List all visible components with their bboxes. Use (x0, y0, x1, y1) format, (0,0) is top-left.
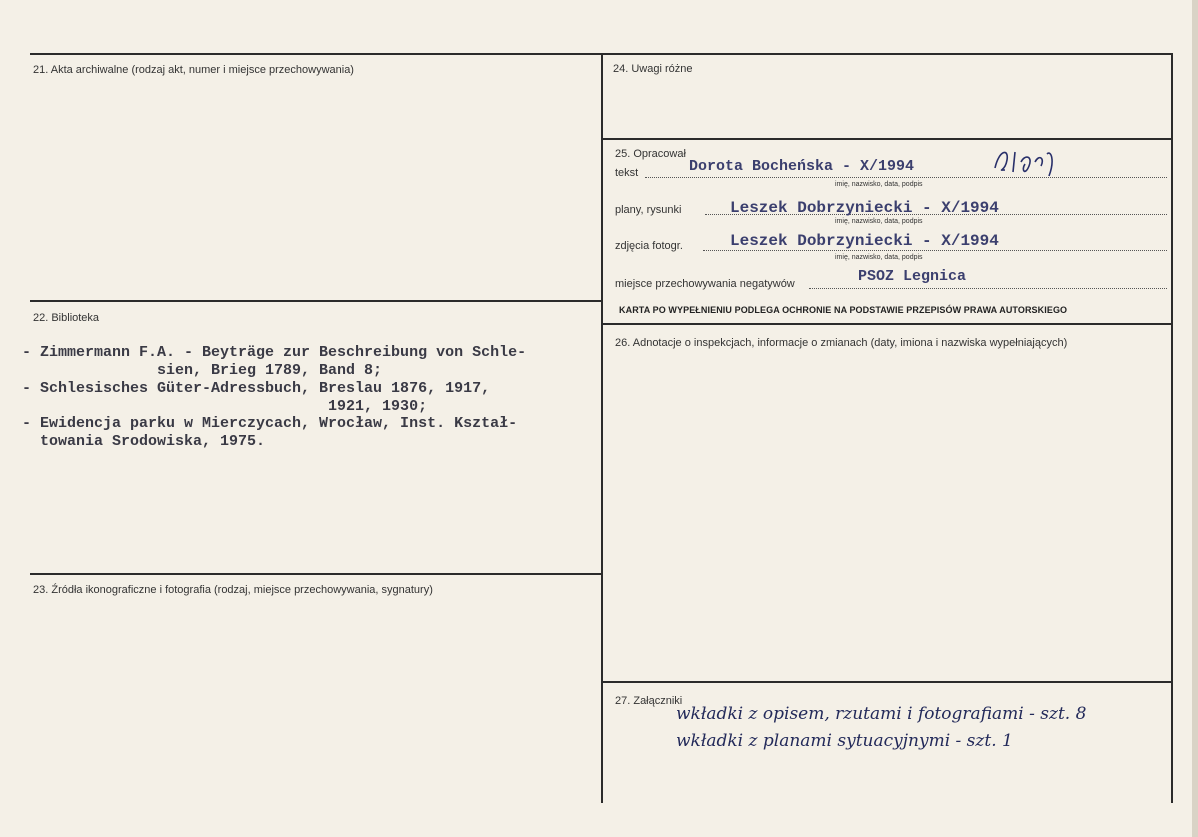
zdjecia-label: zdjęcia fotogr. (615, 240, 683, 252)
negatywy-label: miejsce przechowywania negatywów (615, 278, 795, 290)
negatywy-dotted-line (809, 288, 1167, 289)
section-24-label: 24. Uwagi różne (613, 63, 693, 75)
bibliography-entry: - Schlesisches Güter-Adressbuch, Breslau 1876, 1917, 1921, 1930; (22, 380, 491, 415)
zdjecia-sublabel: imię, nazwisko, data, podpis (835, 254, 923, 261)
rule-23 (30, 573, 602, 575)
negatywy-value: PSOZ Legnica (858, 268, 967, 285)
section-21-label: 21. Akta archiwalne (rodzaj akt, numer i miejsce przechowywania) (33, 64, 354, 76)
attachment-line: wkładki z opisem, rzutami i fotografiami - szt. 8 (676, 704, 1087, 724)
zdjecia-value: Leszek Dobrzyniecki - X/1994 (730, 232, 999, 250)
section-23-label: 23. Źródła ikonograficzne i fotografia (rodzaj, miejsce przechowywania, sygnatury) (33, 584, 433, 596)
plany-value: Leszek Dobrzyniecki - X/1994 (730, 199, 999, 217)
tekst-label: tekst (615, 167, 639, 179)
rule-27 (601, 681, 1172, 683)
plany-label: plany, rysunki (615, 204, 682, 216)
section-27-label: 27. Załączniki (615, 695, 683, 707)
rule-26 (601, 323, 1172, 325)
zdjecia-dotted-line (703, 250, 1167, 251)
plany-sublabel: imię, nazwisko, data, podpis (835, 218, 923, 225)
copyright-notice: KARTA PO WYPEŁNIENIU PODLEGA OCHRONIE NA PODSTAWIE PRZEPISÓW PRAWA AUTORSKIEGO (619, 305, 1068, 315)
bibliography-entry: - Zimmermann F.A. - Beyträge zur Beschreibung von Schle- sien, Brieg 1789, Band 8; (22, 344, 527, 379)
signature-icon (985, 140, 1065, 180)
right-border (1171, 53, 1173, 803)
bibliography-entry: - Ewidencja parku w Mierczycach, Wrocław, Inst. Kształ- towania Srodowiska, 1975. (22, 415, 518, 450)
section-26-label: 26. Adnotacje o inspekcjach, informacje o zmianach (daty, imiona i nazwiska wypełniających) (615, 337, 1068, 349)
tekst-dotted-line (645, 177, 1167, 178)
rule-25 (601, 138, 1172, 140)
center-divider (601, 53, 603, 803)
tekst-value: Dorota Bocheńska - X/1994 (689, 158, 915, 175)
attachment-line: wkładki z planami sytuacyjnymi - szt. 1 (676, 731, 1013, 751)
page-edge (1192, 0, 1198, 837)
tekst-sublabel: imię, nazwisko, data, podpis (835, 181, 923, 188)
rule-22 (30, 300, 602, 302)
section-25-label: 25. Opracował (615, 148, 686, 160)
section-22-label: 22. Biblioteka (33, 312, 100, 324)
